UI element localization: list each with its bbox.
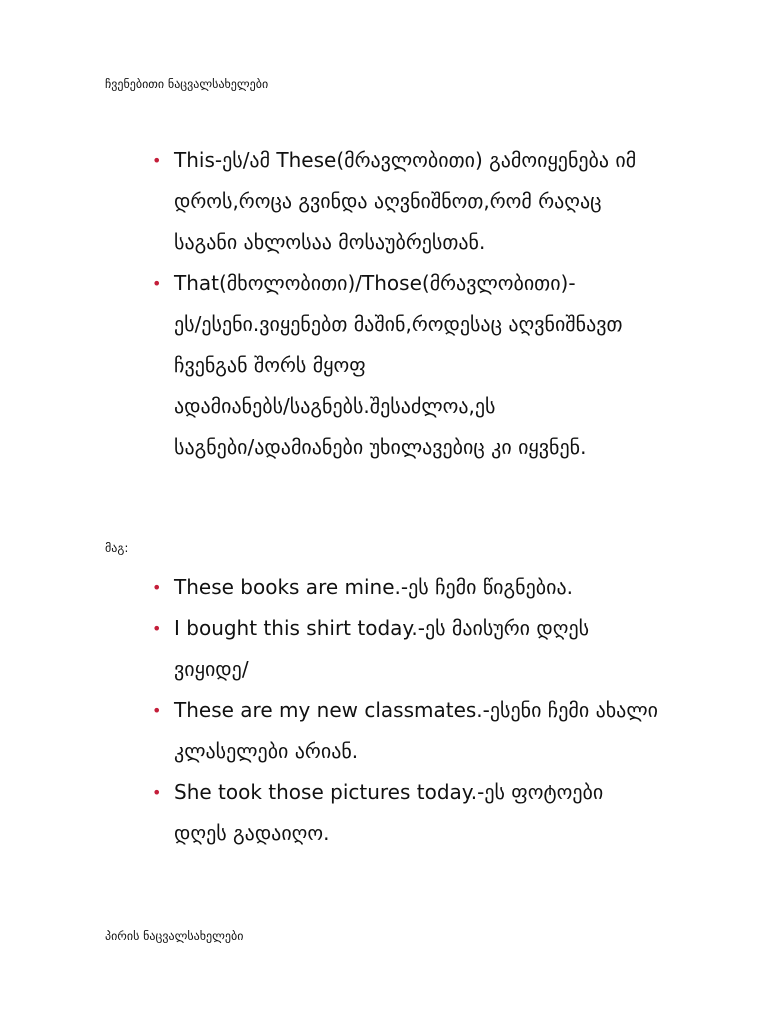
- bullet-icon: •: [152, 578, 162, 597]
- list-item: [150, 690, 730, 772]
- list-item-line: ჩვენგან შორს მყოფ: [174, 353, 366, 377]
- bullet-icon: •: [152, 701, 162, 720]
- list-item-line: These books are mine.-ეს ჩემი წიგნებია.: [174, 575, 573, 599]
- list-item-line: ეს/ესენი.ვიყენებთ მაშინ,როდესაც აღვნიშნავთ: [174, 312, 623, 336]
- section-heading-personal-pronouns: პირის ნაცვალსახელები: [105, 929, 244, 943]
- bullet-icon: •: [152, 783, 162, 802]
- section-heading-demonstrative-pronouns: ჩვენებითი ნაცვალსახელები: [105, 77, 269, 91]
- bullet-icon: •: [152, 274, 162, 293]
- list-item-line: This-ეს/ამ These(მრავლობითი) გამოიყენება იმ: [174, 148, 637, 172]
- list-item-line: ვიყიდე/: [174, 657, 249, 681]
- list-item-line: დროს,როცა გვინდა აღვნიშნოთ,რომ რაღაც: [174, 189, 602, 213]
- list-item-line: She took those pictures today.-ეს ფოტოები: [174, 780, 604, 804]
- example-label: მაგ:: [105, 541, 129, 555]
- list-item-line: კლასელები არიან.: [174, 739, 359, 763]
- list-item-line: I bought this shirt today.-ეს მაისური დღეს: [174, 616, 590, 640]
- list-item: [150, 140, 730, 263]
- list-item-line: ადამიანებს/საგნებს.შესაძლოა,ეს: [174, 394, 496, 418]
- examples-list: [150, 567, 730, 854]
- list-item: [150, 772, 730, 854]
- list-item-line: დღეს გადაიღო.: [174, 821, 330, 845]
- bullet-icon: •: [152, 151, 162, 170]
- list-item-line: საგანი ახლოსაა მოსაუბრესთან.: [174, 230, 486, 254]
- list-item-line: That(მხოლობითი)/Those(მრავლობითი)-: [174, 271, 576, 295]
- list-item: [150, 608, 730, 690]
- rules-list: [150, 140, 730, 468]
- list-item-line: These are my new classmates.-ესენი ჩემი ახალი: [174, 698, 658, 722]
- list-item-line: საგნები/ადამიანები უხილავებიც კი იყვნენ.: [174, 435, 587, 459]
- list-item: [150, 567, 730, 608]
- list-item: [150, 263, 730, 468]
- bullet-icon: •: [152, 619, 162, 638]
